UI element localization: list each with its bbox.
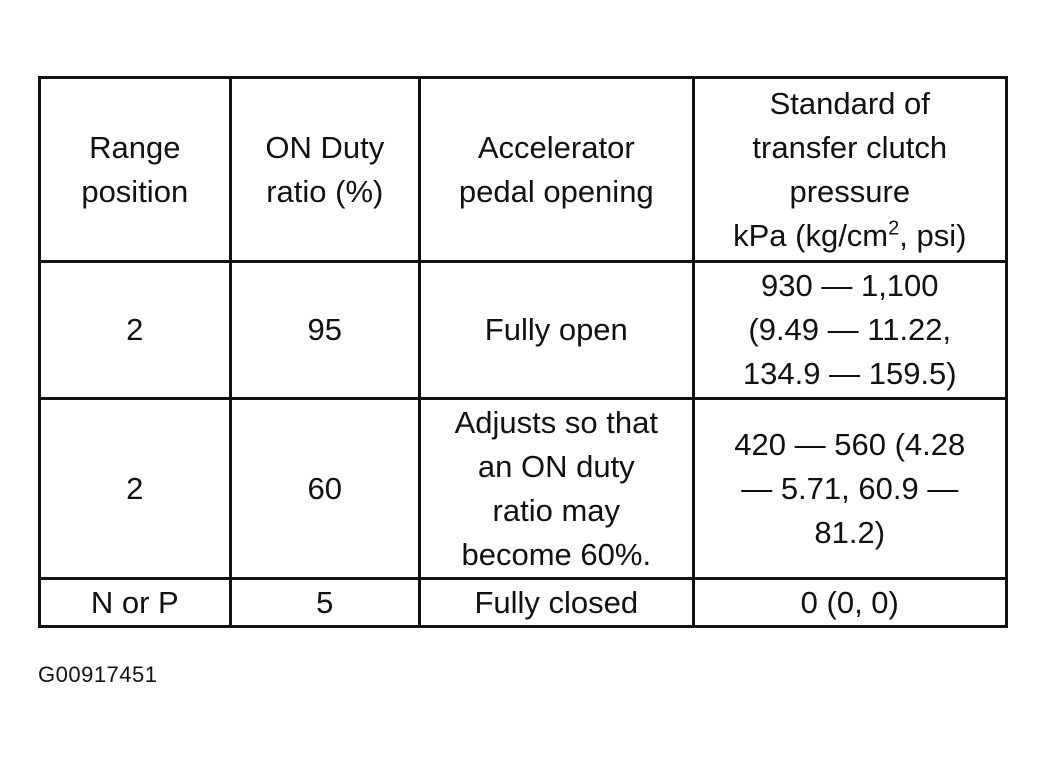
unit-suffix: , psi): [899, 217, 967, 253]
transfer-clutch-pressure-table: [38, 76, 1008, 628]
unit-prefix: kPa (kg/cm: [733, 217, 889, 253]
cell-accelerator-pedal-opening: Fully closed: [420, 579, 694, 627]
header-on-duty-ratio: ON Duty ratio (%): [230, 78, 420, 262]
header-standard-label: Standard of transfer clutch pressure: [752, 85, 948, 209]
cell-on-duty-ratio: 60: [230, 399, 420, 579]
header-accelerator-pedal-opening: Accelerator pedal opening: [420, 78, 694, 262]
cell-range-position: 2: [40, 262, 231, 399]
cell-pressure: 930 — 1,100 (9.49 — 11.22, 134.9 — 159.5): [693, 262, 1006, 399]
cell-accelerator-pedal-opening: Fully open: [420, 262, 694, 399]
cell-pressure: 0 (0, 0): [693, 579, 1006, 627]
cell-range-position: 2: [40, 399, 231, 579]
table-row: [40, 579, 1007, 627]
cell-accelerator-pedal-opening: Adjusts so that an ON duty ratio may become 60%.: [420, 399, 694, 579]
header-standard-pressure: [693, 78, 1006, 262]
cell-on-duty-ratio: 5: [230, 579, 420, 627]
table-row: [40, 399, 1007, 579]
cell-range-position: N or P: [40, 579, 231, 627]
header-pressure-unit: [733, 218, 966, 253]
table-row: [40, 262, 1007, 399]
unit-superscript: 2: [888, 217, 900, 240]
cell-pressure: 420 — 560 (4.28 — 5.71, 60.9 — 81.2): [693, 399, 1006, 579]
cell-on-duty-ratio: 95: [230, 262, 420, 399]
header-range-position: Range position: [40, 78, 231, 262]
header-row: [40, 78, 1007, 262]
figure-id-label: G00917451: [38, 662, 158, 687]
